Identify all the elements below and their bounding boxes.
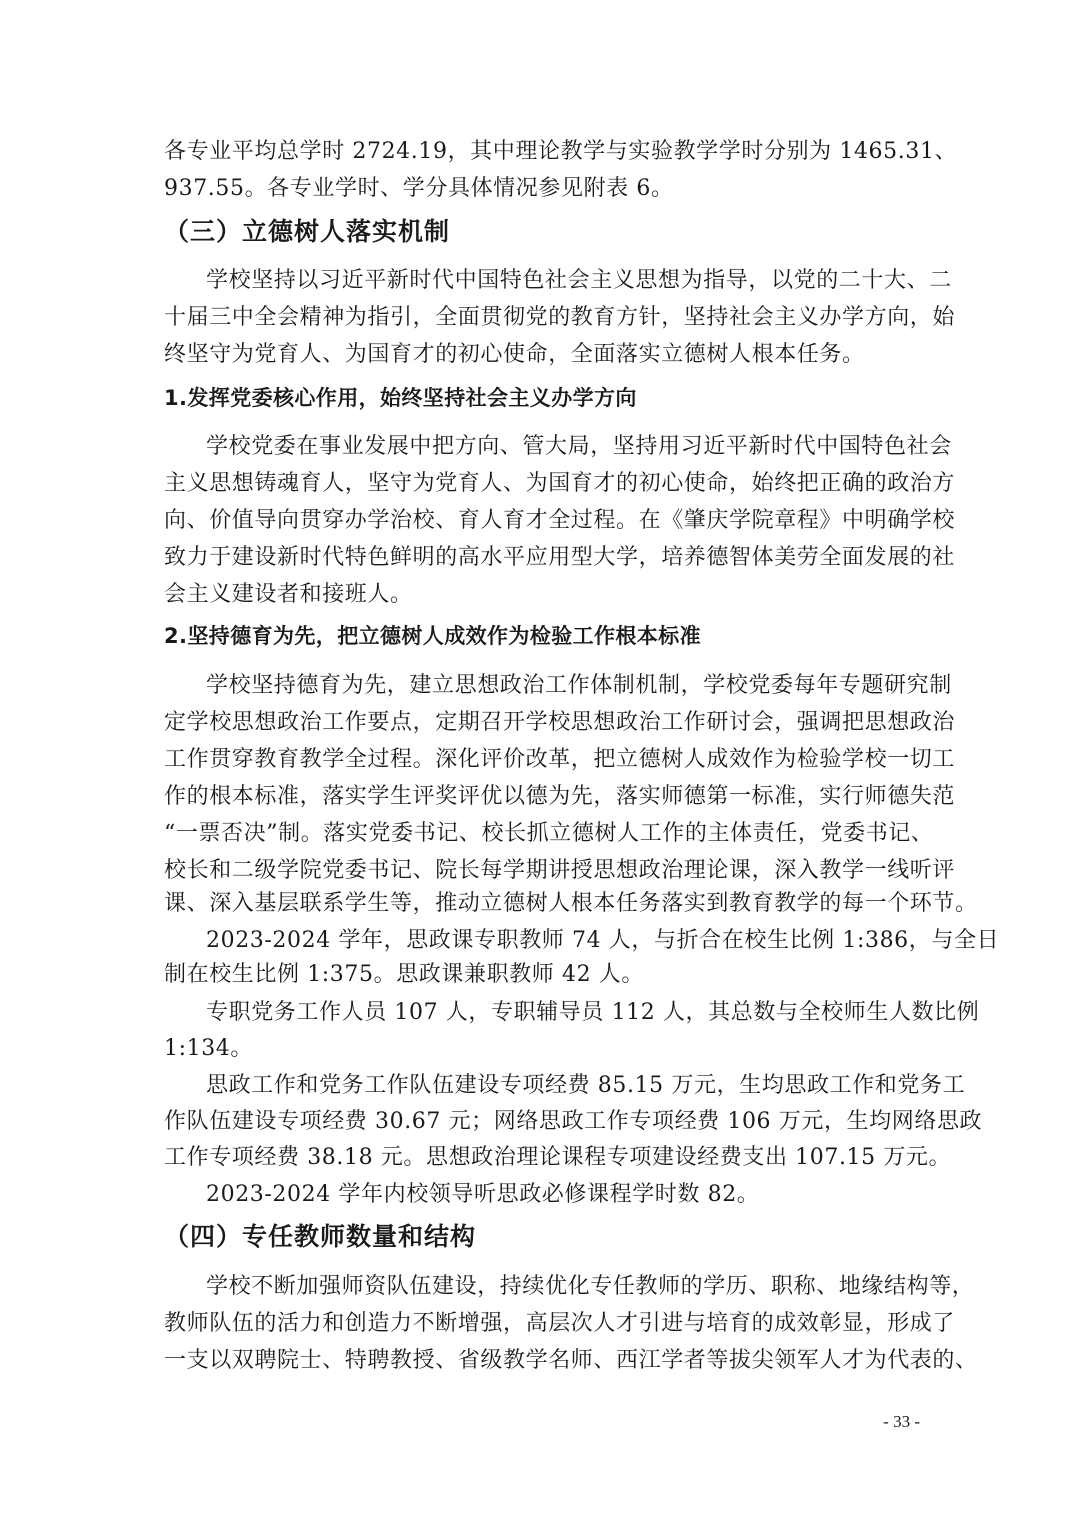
- paragraph-line: 专职党务工作人员 107 人，专职辅导员 112 人，其总数与全校师生人数比例: [206, 1000, 980, 1025]
- paragraph-line: 向、价值导向贯穿办学治校、育人育才全过程。在《肇庆学院章程》中明确学校: [164, 508, 956, 533]
- paragraph-line: 工作贯穿教育教学全过程。深化评价改革，把立德树人成效作为检验学校一切工: [164, 747, 956, 772]
- paragraph-line: 作队伍建设专项经费 30.67 元；网络思政工作专项经费 106 万元，生均网络思政: [164, 1109, 983, 1134]
- paragraph-line: 各专业平均总学时 2724.19，其中理论教学与实验教学学时分别为 1465.31、: [164, 139, 958, 164]
- paragraph-line: 学校坚持德育为先，建立思想政治工作体制机制，学校党委每年专题研究制: [206, 673, 952, 698]
- paragraph-line: 致力于建设新时代特色鲜明的高水平应用型大学，培养德智体美劳全面发展的社: [164, 545, 956, 570]
- paragraph-line: 一支以双聘院士、特聘教授、省级教学名师、西江学者等拔尖领军人才为代表的、: [164, 1348, 978, 1373]
- section-heading-4: （四）专任教师数量和结构: [164, 1222, 477, 1251]
- subsection-heading-2: 2.坚持德育为先，把立德树人成效作为检验工作根本标准: [164, 624, 701, 648]
- paragraph-line: 工作专项经费 38.18 元。思想政治理论课程专项建设经费支出 107.15 万元。: [164, 1145, 952, 1170]
- paragraph-line: 终坚守为党育人、为国育才的初心使命，全面落实立德树人根本任务。: [164, 342, 865, 367]
- paragraph-line: 会主义建设者和接班人。: [164, 582, 413, 607]
- paragraph-line: “一票否决”制。落实党委书记、校长抓立德树人工作的主体责任，党委书记、: [164, 821, 934, 846]
- paragraph-line: 主义思想铸魂育人，坚守为党育人、为国育才的初心使命，始终把正确的政治方: [164, 471, 956, 496]
- paragraph-line: 学校坚持以习近平新时代中国特色社会主义思想为指导，以党的二十大、二: [206, 268, 952, 293]
- paragraph-line: 学校党委在事业发展中把方向、管大局，坚持用习近平新时代中国特色社会: [206, 434, 952, 459]
- subsection-heading-1: 1.发挥党委核心作用，始终坚持社会主义办学方向: [164, 386, 637, 410]
- paragraph-line: 制在校生比例 1:375。思政课兼职教师 42 人。: [164, 962, 644, 987]
- paragraph-line: 作的根本标准，落实学生评奖评优以德为先，落实师德第一标准，实行师德失范: [164, 784, 956, 809]
- paragraph-line: 1:134。: [164, 1036, 254, 1061]
- page-number: - 33 -: [883, 1412, 920, 1431]
- paragraph-line: 思政工作和党务工作队伍建设专项经费 85.15 万元，生均思政工作和党务工: [206, 1073, 966, 1098]
- paragraph-line: 课、深入基层联系学生等，推动立德树人根本任务落实到教育教学的每一个环节。: [164, 891, 978, 916]
- paragraph-line: 2023-2024 学年，思政课专职教师 74 人，与折合在校生比例 1:386，与全日: [206, 928, 1000, 953]
- paragraph-line: 十届三中全会精神为指引，全面贯彻党的教育方针，坚持社会主义办学方向，始: [164, 305, 956, 330]
- section-heading-3: （三）立德树人落实机制: [164, 217, 451, 246]
- paragraph-line: 定学校思想政治工作要点，定期召开学校思想政治工作研讨会，强调把思想政治: [164, 710, 956, 735]
- paragraph-line: 937.55。各专业学时、学分具体情况参见附表 6。: [164, 176, 674, 201]
- paragraph-line: 校长和二级学院党委书记、院长每学期讲授思想政治理论课，深入教学一线听评: [164, 858, 956, 883]
- paragraph-line: 教师队伍的活力和创造力不断增强，高层次人才引进与培育的成效彰显，形成了: [164, 1311, 956, 1336]
- paragraph-line: 学校不断加强师资队伍建设，持续优化专任教师的学历、职称、地缘结构等，: [206, 1274, 975, 1299]
- paragraph-line: 2023-2024 学年内校领导听思政必修课程学时数 82。: [206, 1182, 760, 1207]
